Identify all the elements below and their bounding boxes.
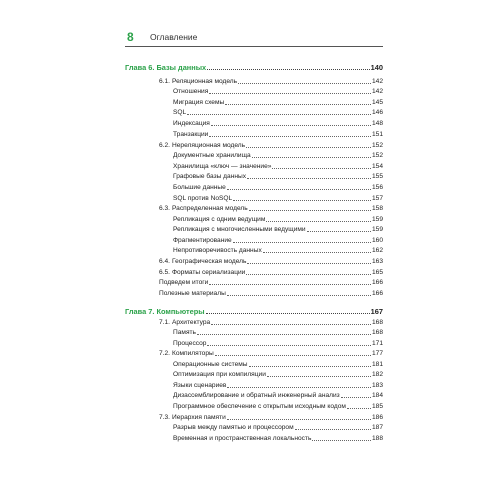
toc-entry-page: 145: [371, 99, 383, 106]
toc-entry-page: 168: [371, 329, 383, 336]
toc-entry-number: 6.1.: [159, 78, 170, 85]
toc-entry-label: Репликация с одним ведущим: [173, 216, 266, 223]
toc-entry-page: 146: [371, 109, 383, 116]
toc-entry-label: Графовые базы данных: [173, 173, 247, 180]
header-title: Оглавление: [150, 32, 198, 42]
toc-entry: [159, 286, 383, 297]
toc-entry-page: 159: [371, 226, 383, 233]
toc-entry-number: 7.3.: [159, 414, 170, 421]
dot-leader: [247, 178, 371, 179]
toc-entry-label: Процессор: [173, 340, 207, 347]
toc-entry-label: Репликация с многочисленными ведущими: [173, 226, 306, 233]
toc-entry: [173, 148, 383, 159]
toc-entry-page: 162: [371, 247, 383, 254]
toc-entry-label: Документные хранилища: [173, 152, 251, 159]
dot-leader: [263, 252, 371, 253]
toc-entry-label: Дизассемблирование и обратный инженерный анализ: [173, 392, 340, 399]
dot-leader: [206, 313, 370, 314]
dot-leader: [211, 125, 371, 126]
toc-entry-page: 148: [371, 120, 383, 127]
dot-leader: [209, 284, 371, 285]
toc-entry-label: Нереляционная модель: [172, 142, 246, 149]
toc-entry-label: Индексация: [173, 120, 210, 127]
header-rule: [125, 46, 383, 47]
toc-entry-label: Полезные материалы: [159, 290, 226, 297]
toc-entry-page: 186: [371, 414, 383, 421]
toc-entry-page: 188: [371, 435, 383, 442]
toc-entry-label: Хранилища «ключ — значение»: [173, 163, 272, 170]
toc-entry-page: 166: [371, 290, 383, 297]
toc-entry: [173, 431, 383, 442]
toc-entry-number: 6.2.: [159, 142, 170, 149]
toc-entry-page: 157: [371, 195, 383, 202]
toc-entry-page: 160: [371, 237, 383, 244]
toc-entry-page: 159: [371, 216, 383, 223]
toc-entry-label: SQL против NoSQL: [173, 195, 233, 202]
toc-entry-page: 182: [371, 371, 383, 378]
toc-entry: [173, 399, 383, 410]
dot-leader: [267, 376, 371, 377]
dot-leader: [341, 397, 371, 398]
toc-entry-page: 142: [371, 88, 383, 95]
toc-entry: [159, 201, 383, 212]
toc-entry-page: 181: [371, 361, 383, 368]
toc-entry-label: Отношения: [173, 88, 209, 95]
toc-entry-number: 6.3.: [159, 205, 170, 212]
toc-entry-label: Реляционная модель: [172, 78, 238, 85]
toc-entry-page: 163: [371, 258, 383, 265]
toc-chapter-entry: [125, 304, 383, 315]
toc-entry-page: 142: [371, 78, 383, 85]
toc-entry-page: 152: [371, 142, 383, 149]
dot-leader: [187, 114, 371, 115]
toc-entry-label: Непротиворечивость данных: [173, 247, 262, 254]
toc-entry: [173, 388, 383, 399]
toc-chapter-entry: [125, 60, 383, 71]
toc-entry-label: Память: [173, 329, 196, 336]
toc-entry-page: 168: [371, 319, 383, 326]
toc-entry-page: 171: [371, 340, 383, 347]
toc-entry: [173, 105, 383, 116]
dot-leader: [209, 136, 371, 137]
dot-leader: [215, 355, 371, 356]
dot-leader: [227, 189, 371, 190]
toc-entry-page: 167: [370, 307, 383, 316]
toc-entry-number: 7.2.: [159, 350, 170, 357]
dot-leader: [247, 263, 371, 264]
toc-entry-page: 152: [371, 152, 383, 159]
toc-entry-label: Оптимизация при компиляции: [173, 371, 266, 378]
toc-entry-page: 165: [371, 269, 383, 276]
toc-entry: [173, 325, 383, 336]
dot-leader: [209, 93, 371, 94]
toc-entry-label: Языки сценариев: [173, 382, 227, 389]
toc-entry-page: 185: [371, 403, 383, 410]
toc-entry-label: SQL: [173, 109, 187, 116]
toc-entry-label: Архитектура: [172, 319, 211, 326]
toc-entry: [159, 254, 383, 265]
dot-leader: [227, 295, 371, 296]
toc-entry: [173, 180, 383, 191]
toc-entry-page: 140: [370, 63, 383, 72]
toc-entry-label: Фрагментирование: [173, 237, 232, 244]
dot-leader: [197, 334, 371, 335]
toc-entry: [173, 243, 383, 254]
toc-entry-label: Миграция схемы: [173, 99, 225, 106]
toc-entry-page: 154: [371, 163, 383, 170]
toc-entry-label: Подведем итоги: [159, 279, 209, 286]
toc-entry-label: Компиляторы: [172, 350, 214, 357]
toc-entry-page: 184: [371, 392, 383, 399]
toc-entry-page: 155: [371, 173, 383, 180]
toc-entry: [173, 127, 383, 138]
toc-entry-label: Глава 7. Компьютеры: [125, 307, 205, 316]
toc-entry-page: 177: [371, 350, 383, 357]
toc-entry: [173, 169, 383, 180]
toc-entry-label: Географическая модель: [172, 258, 247, 265]
dot-leader: [295, 429, 371, 430]
toc-entry-label: Распределенная модель: [172, 205, 248, 212]
toc-entry: [173, 367, 383, 378]
page-number: 8: [127, 30, 134, 44]
toc-entry-page: 156: [371, 184, 383, 191]
toc-entry-label: Операционные системы: [173, 361, 248, 368]
dot-leader: [307, 231, 371, 232]
dot-leader: [207, 69, 370, 70]
toc-entry-page: 158: [371, 205, 383, 212]
toc-entry: [173, 84, 383, 95]
toc-entry-label: Форматы сериализации: [172, 269, 246, 276]
toc-entry-page: 187: [371, 424, 383, 431]
toc-entry: [173, 116, 383, 127]
toc-entry: [159, 346, 383, 357]
toc-entry: [173, 420, 383, 431]
toc-entry-label: Программное обеспечение с открытым исходным кодом: [173, 403, 346, 410]
toc-entry-number: 6.5.: [159, 269, 170, 276]
dot-leader: [312, 440, 371, 441]
dot-leader: [252, 157, 371, 158]
toc-entry-label: Глава 6. Базы данных: [125, 63, 207, 72]
toc-entry-label: Иерархия памяти: [172, 414, 226, 421]
toc-entry: [173, 222, 383, 233]
running-header: [125, 30, 383, 46]
toc-entry-page: 183: [371, 382, 383, 389]
toc-entry-label: Временная и пространственная локальность: [173, 435, 312, 442]
toc-entry-page: 151: [371, 131, 383, 138]
dot-leader: [347, 408, 371, 409]
toc-entry-number: 7.1.: [159, 319, 170, 326]
toc-entry-label: Разрыв между памятью и процессором: [173, 424, 294, 431]
dot-leader: [249, 210, 371, 211]
toc-entry-label: Большие данные: [173, 184, 226, 191]
toc-entry-label: Транзакции: [173, 131, 209, 138]
toc-entry-page: 166: [371, 279, 383, 286]
toc-entry: [159, 275, 383, 286]
toc-entry-number: 6.4.: [159, 258, 170, 265]
